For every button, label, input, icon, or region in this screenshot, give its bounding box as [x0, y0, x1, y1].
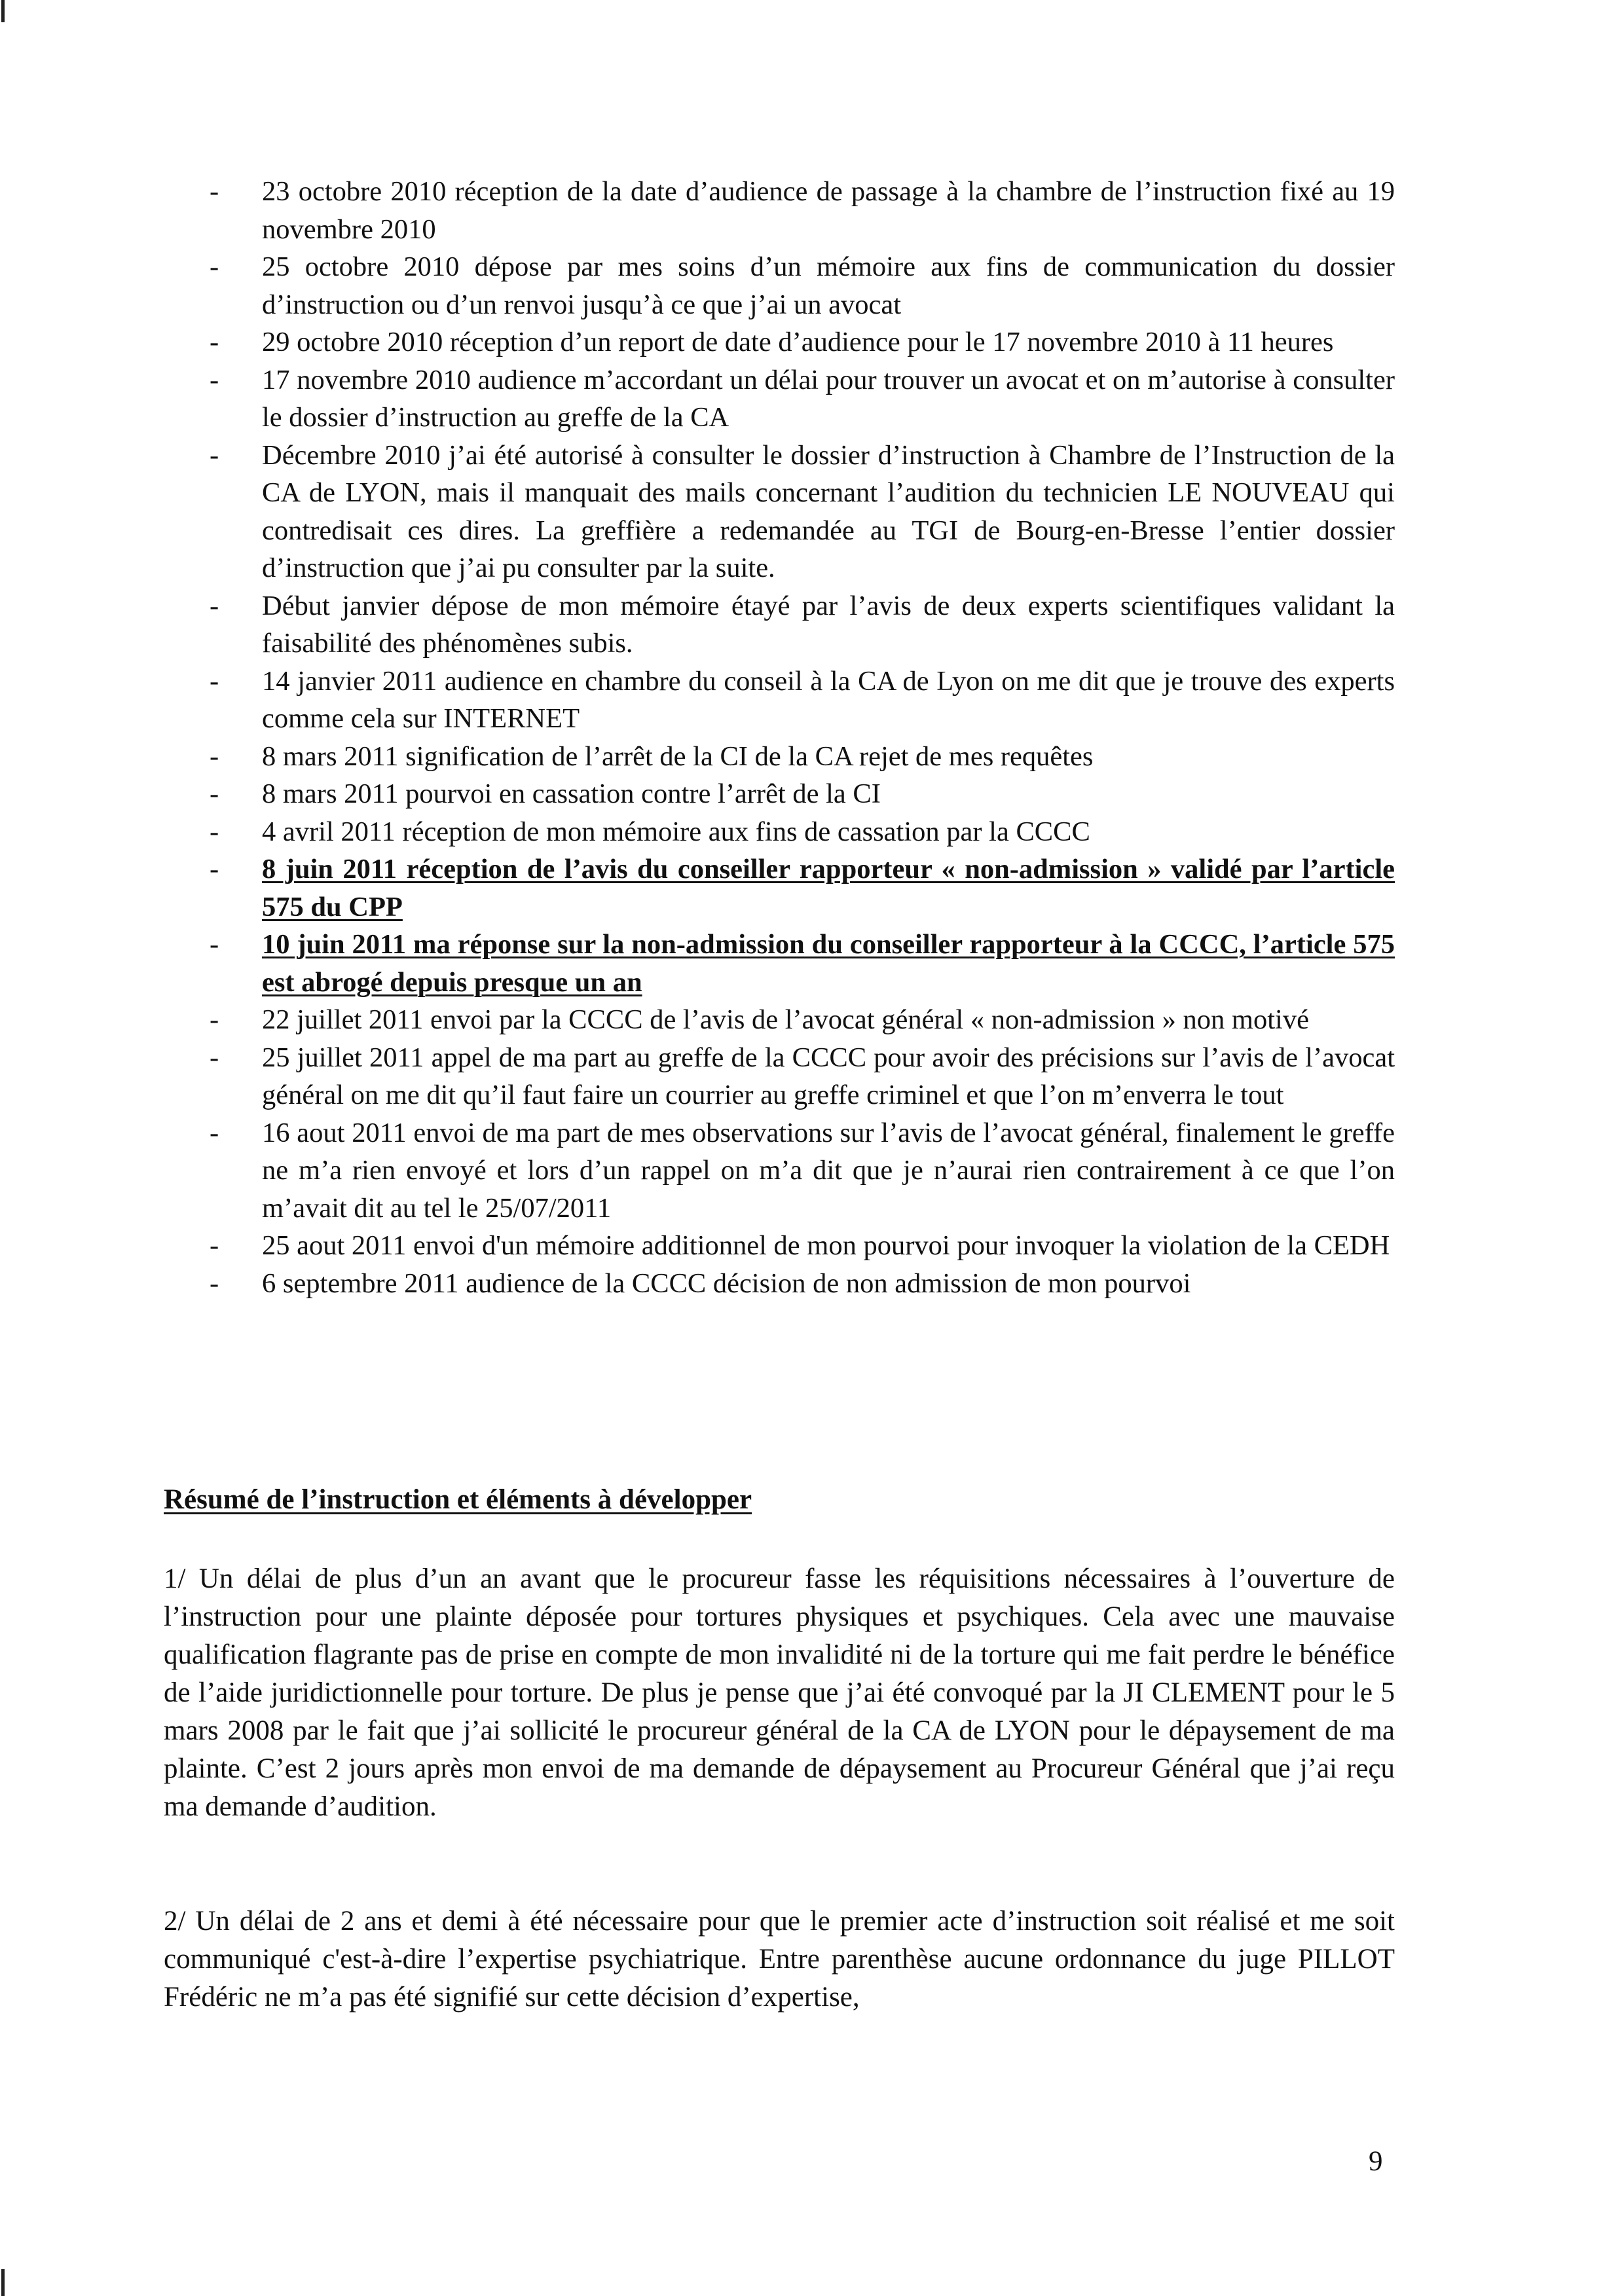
timeline-item: - Décembre 2010 j’ai été autorisé à consulter le dossier d’instruction à Chambre de l’Instruction de la CA de LYON, mais il manquait des mails concernant l’audition du technicien LE NOUVEAU qui contredisait ces dires. La greffière a redemandée au TGI de Bourg-en-Bresse l’entier dossier d’instruction que j’ai pu consulter par la suite. — [210, 439, 1395, 583]
timeline-item: - 25 octobre 2010 dépose par mes soins d’un mémoire aux fins de communication du dossier d’instruction ou d’un renvoi jusqu’à ce que j’ai un avocat — [210, 251, 1395, 320]
section-heading: Résumé de l’instruction et éléments à développer — [164, 1484, 752, 1515]
scan-margin-mark-top — [1, 0, 5, 22]
timeline-item: - 22 juillet 2011 envoi par la CCCC de l’avis de l’avocat général « non-admission » non motivé — [210, 1004, 1309, 1035]
timeline-item: - 8 mars 2011 signification de l’arrêt de la CI de la CA rejet de mes requêtes — [210, 740, 1094, 772]
timeline-item: - 8 mars 2011 pourvoi en cassation contre l’arrêt de la CI — [210, 778, 881, 809]
timeline-item: - Début janvier dépose de mon mémoire étayé par l’avis de deux experts scientifiques validant la faisabilité des phénomènes subis. — [210, 590, 1395, 659]
timeline-item-emphasized: - 8 juin 2011 réception de l’avis du conseiller rapporteur « non-admission » validé par l’article 575 du CPP — [210, 854, 1395, 922]
scan-margin-mark-bottom — [1, 2269, 5, 2296]
body-paragraph: 2/ Un délai de 2 ans et demi à été nécessaire pour que le premier acte d’instruction soit réalisé et me soit communiqué c'est-à-dire l’expertise psychiatrique. Entre parenthèse aucune ordonnance du juge PILLOT Frédéric ne m’a pas été signifié sur cette décision d’expertise, — [164, 1906, 1395, 2013]
timeline-item: - 29 octobre 2010 réception d’un report de date d’audience pour le 17 novembre 2010 à 11 heures — [210, 327, 1334, 357]
timeline-item: - 16 aout 2011 envoi de ma part de mes observations sur l’avis de l’avocat général, finalement le greffe ne m’a rien envoyé et lors d’un rappel on m’a dit que je n’aurai rien contrairement à ce que l’on m’avait dit au tel le 25/07/2011 — [210, 1117, 1395, 1224]
body-paragraph: 1/ Un délai de plus d’un an avant que le procureur fasse les réquisitions nécessaires à l’ouverture de l’instruction pour une plainte déposée pour tortures physiques et psychiques. Cela avec une mauvaise qualification flagrante pas de prise en compte de mon invalidité ni de la torture qui me fait perdre le bénéfice de l’aide juridictionnelle pour torture. De plus je pense que j’ai été convoqué par la JI CLEMENT pour le 5 mars 2008 par le fait que j’ai sollicité le procureur général de la CA de LYON pour le dépaysement de ma plainte. C’est 2 jours après mon envoi de ma demande de dépaysement au Procureur Général que j’ai reçu ma demande d’audition. — [164, 1563, 1395, 1822]
timeline-item: - 23 octobre 2010 réception de la date d’audience de passage à la chambre de l’instruction fixé au 19 novembre 2010 — [210, 176, 1395, 245]
timeline-item: - 17 novembre 2010 audience m’accordant un délai pour trouver un avocat et on m’autorise à consulter le dossier d’instruction au greffe de la CA — [210, 364, 1395, 433]
timeline-item: - 6 septembre 2011 audience de la CCCC décision de non admission de mon pourvoi — [210, 1267, 1191, 1299]
page-number: 9 — [1369, 2146, 1383, 2177]
timeline-item: - 14 janvier 2011 audience en chambre du conseil à la CA de Lyon on me dit que je trouve des experts comme cela sur INTERNET — [210, 665, 1395, 734]
timeline-item: - 4 avril 2011 réception de mon mémoire aux fins de cassation par la CCCC — [210, 816, 1090, 847]
timeline-item: - 25 aout 2011 envoi d'un mémoire additionnel de mon pourvoi pour invoquer la violation de la CEDH — [210, 1230, 1390, 1261]
timeline-item-emphasized: - 10 juin 2011 ma réponse sur la non-admission du conseiller rapporteur à la CCCC, l’article 575 est abrogé depuis presque un an — [210, 929, 1395, 998]
timeline-list — [164, 173, 1395, 1302]
timeline-item: - 25 juillet 2011 appel de ma part au greffe de la CCCC pour avoir des précisions sur l’avis de l’avocat général on me dit qu’il faut faire un courrier au greffe criminel et que l’on m’enverra le tout — [210, 1042, 1395, 1110]
